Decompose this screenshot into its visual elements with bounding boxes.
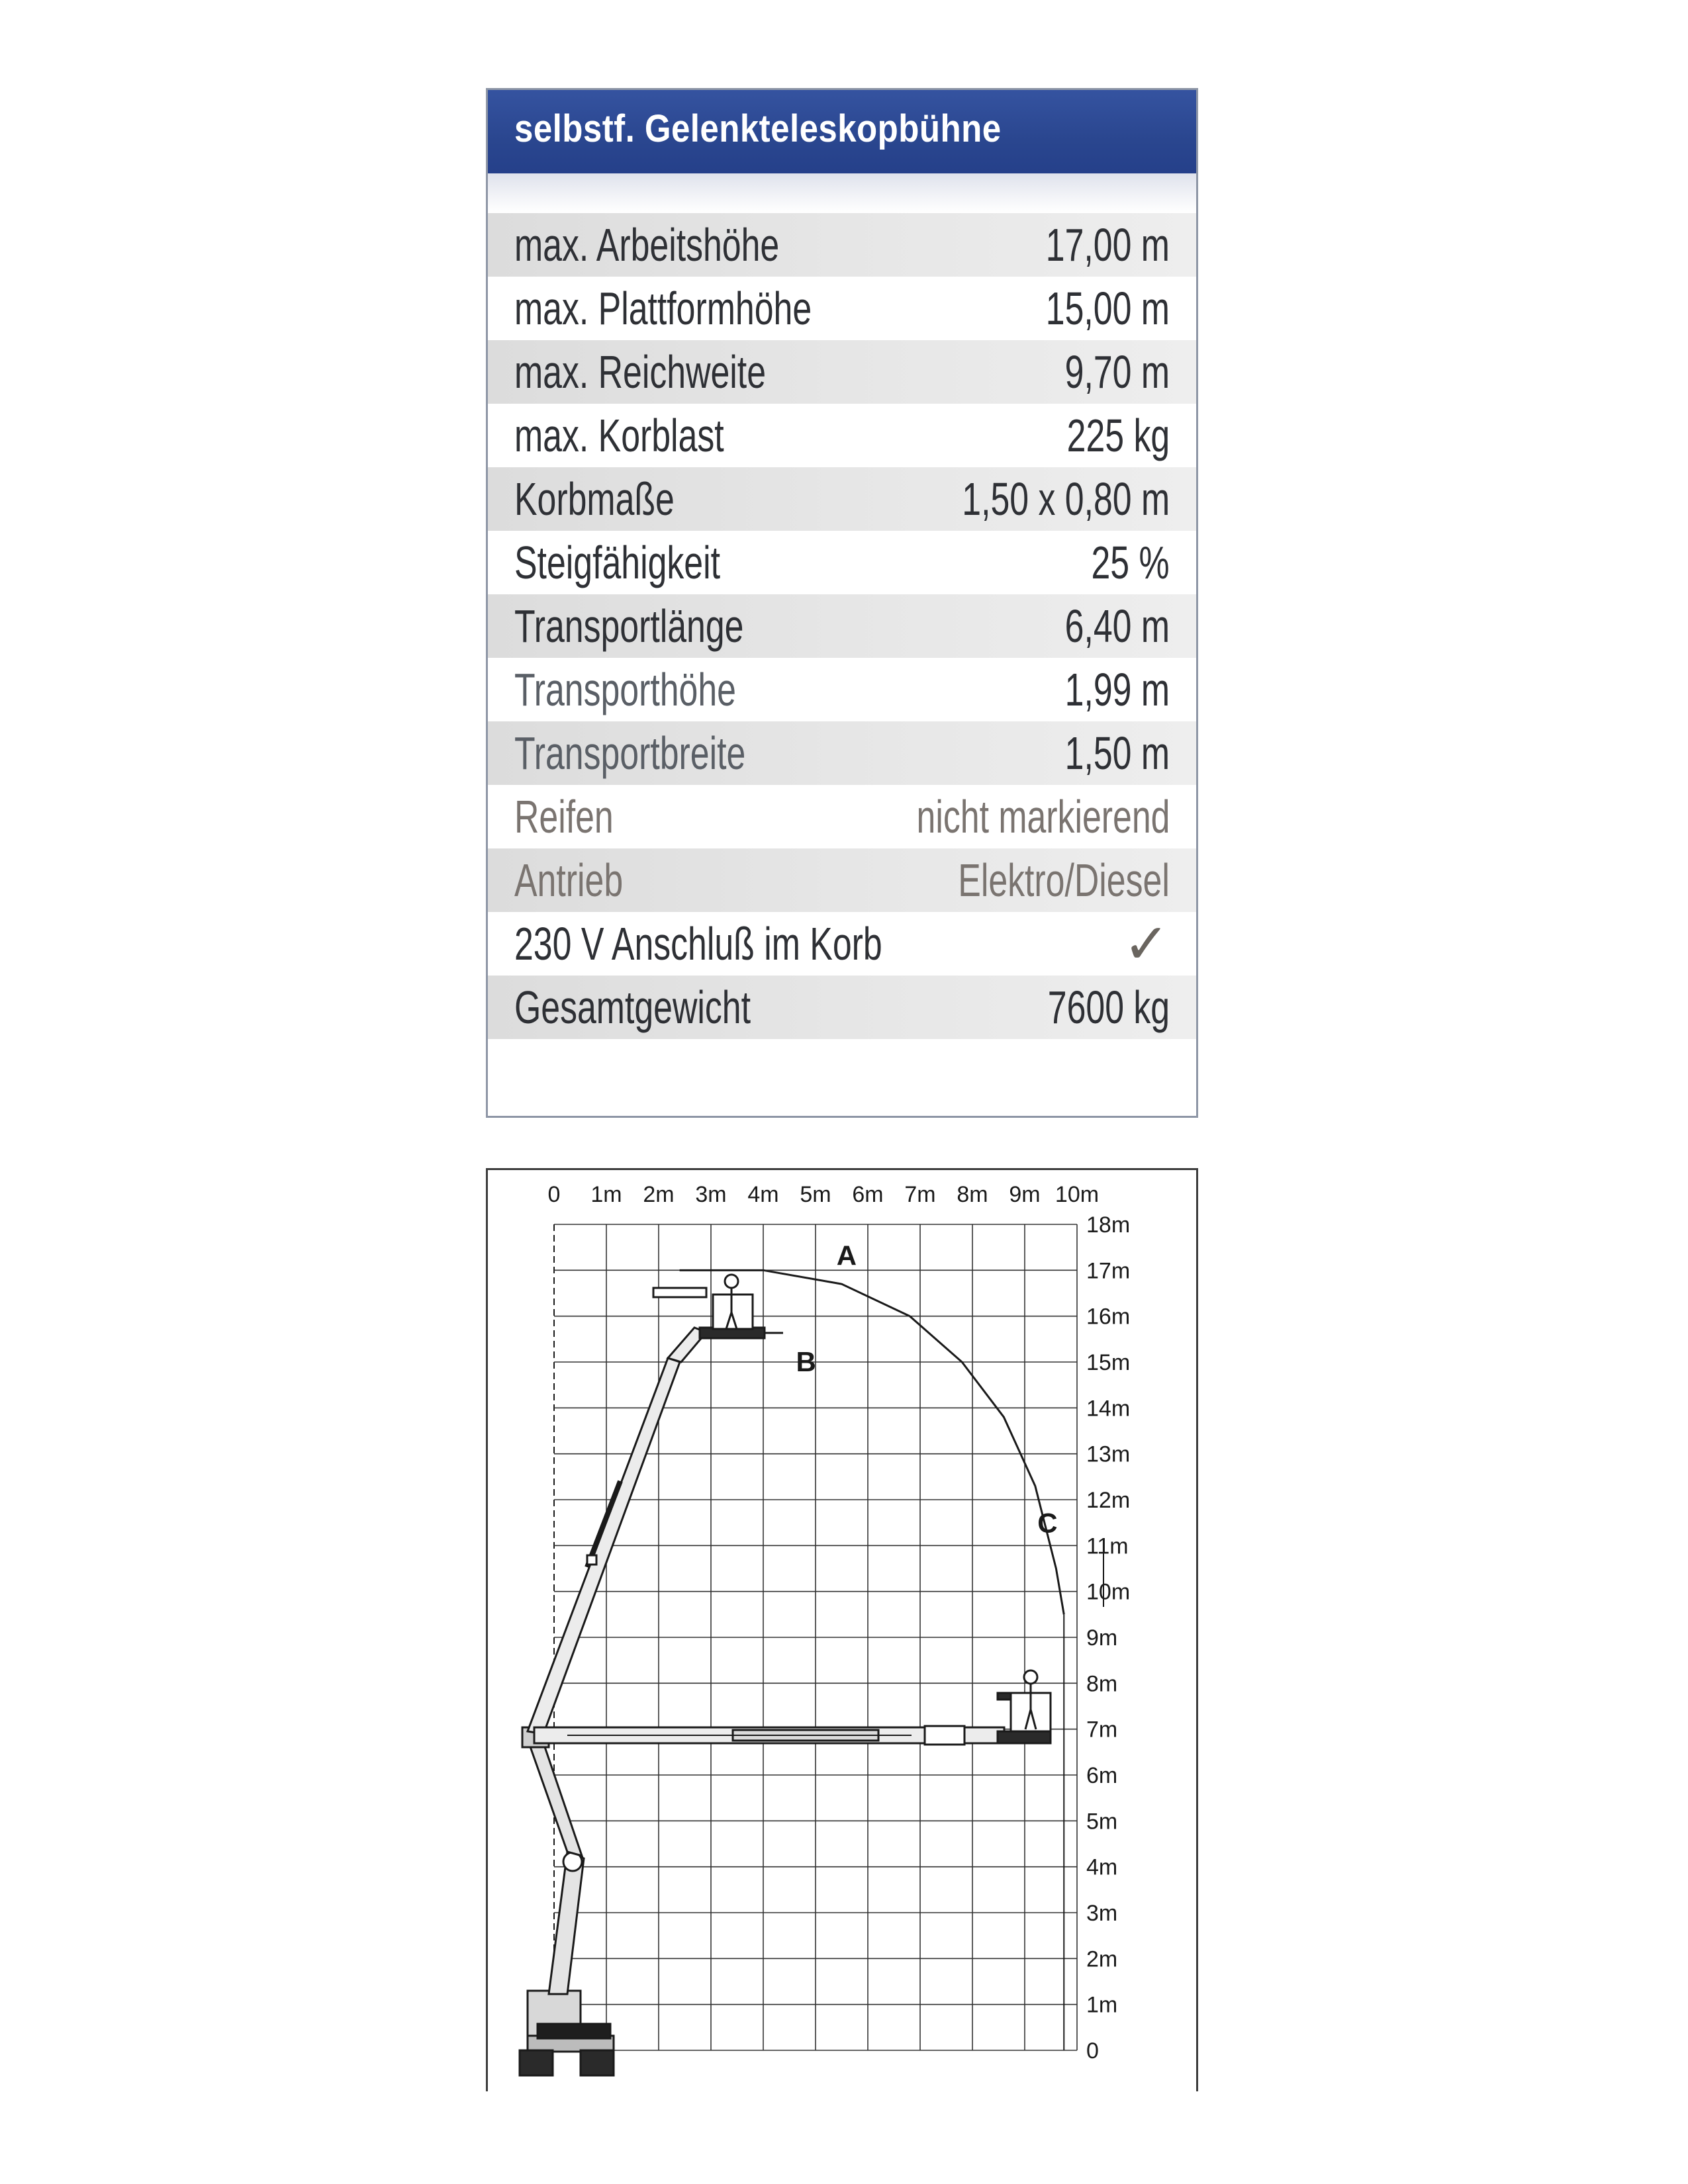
check-icon: ✓ — [1123, 913, 1170, 975]
spec-label: Steigfähigkeit — [514, 537, 721, 588]
y-tick-label: 9m — [1086, 1625, 1118, 1651]
spec-row-korbmasse — [488, 467, 1196, 531]
spec-row-plattformhoehe — [488, 277, 1196, 340]
spec-value: 7600 kg — [1047, 981, 1170, 1033]
reach-diagram-panel — [486, 1168, 1198, 2091]
operator-out-head — [1024, 1670, 1037, 1684]
y-tick-label: 18m — [1086, 1212, 1131, 1238]
y-tick-label: 6m — [1086, 1763, 1118, 1788]
y-tick-label: 4m — [1086, 1854, 1118, 1880]
spec-value: 1,50 m — [1064, 727, 1170, 779]
y-tick-label: 11m — [1086, 1533, 1129, 1559]
spec-label: Korbmaße — [514, 473, 675, 525]
spec-value: 225 kg — [1066, 410, 1170, 461]
spec-value: 15,00 m — [1045, 283, 1170, 334]
x-tick-label: 5m — [800, 1182, 831, 1207]
x-tick-label: 8m — [957, 1182, 988, 1207]
spec-label: Antrieb — [514, 854, 624, 906]
y-tick-label: 17m — [1086, 1258, 1131, 1284]
spec-label: max. Reichweite — [514, 346, 767, 398]
x-tick-label: 7m — [904, 1182, 936, 1207]
operator-high-head — [725, 1275, 738, 1288]
spec-title: selbstf. Gelenkteleskopbühne — [514, 107, 1002, 150]
spec-card — [486, 88, 1198, 1118]
spec-row-reichweite — [488, 340, 1196, 404]
spec-row-transportlaenge — [488, 594, 1196, 658]
spec-value: Elektro/Diesel — [958, 854, 1170, 906]
spec-value: 9,70 m — [1064, 346, 1170, 398]
marker-b: B — [796, 1346, 816, 1377]
spec-title-bar — [488, 90, 1196, 173]
spec-label: 230 V Anschluß im Korb — [514, 918, 882, 970]
upper-riser — [528, 1735, 582, 1856]
y-tick-label: 0 — [1086, 2038, 1099, 2064]
spec-label: Gesamtgewicht — [514, 981, 751, 1033]
y-tick-label: 1m — [1086, 1992, 1118, 2018]
marker-c: C — [1037, 1507, 1058, 1539]
spec-value: 17,00 m — [1045, 219, 1170, 271]
spec-row-antrieb — [488, 848, 1196, 912]
y-tick-label: 16m — [1086, 1304, 1131, 1330]
spec-label: max. Arbeitshöhe — [514, 219, 780, 271]
tick-labels — [548, 1182, 1131, 2064]
spec-row-steigfaehigkeit — [488, 531, 1196, 594]
spec-value: 25 % — [1091, 537, 1170, 588]
boom-joint — [587, 1555, 596, 1565]
machine-wheel-rear — [520, 2050, 553, 2075]
spec-value: 1,50 x 0,80 m — [962, 473, 1170, 525]
spec-value: 1,99 m — [1064, 664, 1170, 715]
y-tick-label: 2m — [1086, 1946, 1118, 1972]
x-tick-label: 0 — [547, 1182, 561, 1207]
spec-row-anschluss — [488, 912, 1196, 976]
y-tick-label: 15m — [1086, 1350, 1131, 1375]
spec-value: 6,40 m — [1064, 600, 1170, 652]
x-tick-label: 4m — [747, 1182, 779, 1207]
machine-wheel-front — [581, 2050, 614, 2075]
spec-label: max. Plattformhöhe — [514, 283, 812, 334]
spec-row-reifen — [488, 785, 1196, 848]
x-tick-label: 6m — [852, 1182, 884, 1207]
spec-value: nicht markierend — [916, 791, 1170, 842]
spec-row-transportbreite — [488, 721, 1196, 785]
machine-counterweight — [538, 2024, 610, 2038]
spec-label: Transportlänge — [514, 600, 744, 652]
y-tick-label: 5m — [1086, 1809, 1118, 1835]
x-tick-label: 10m — [1055, 1182, 1100, 1207]
x-tick-label: 9m — [1009, 1182, 1041, 1207]
title-shadow — [488, 173, 1196, 213]
curve-markers — [796, 1240, 1058, 1538]
x-tick-label: 1m — [590, 1182, 622, 1207]
spec-label: Reifen — [514, 791, 614, 842]
spec-row-transporthoehe — [488, 658, 1196, 721]
spec-label: Transporthöhe — [514, 664, 736, 715]
spec-row-gesamtgewicht — [488, 976, 1196, 1039]
y-tick-label: 14m — [1086, 1396, 1131, 1422]
y-tick-label: 12m — [1086, 1488, 1131, 1513]
platform-high-rail — [653, 1288, 706, 1297]
boom-tip — [925, 1726, 964, 1745]
y-tick-label: 7m — [1086, 1717, 1118, 1743]
lift-machine-drawing — [520, 1275, 1103, 2075]
y-tick-label: 13m — [1086, 1441, 1131, 1467]
platform-out-control — [998, 1693, 1011, 1700]
reach-envelope — [680, 1270, 1064, 2050]
marker-a: A — [836, 1240, 857, 1271]
spec-label: Transportbreite — [514, 727, 746, 779]
reach-diagram — [488, 1170, 1196, 2093]
x-tick-label: 3m — [695, 1182, 727, 1207]
platform-high-basket — [713, 1295, 753, 1329]
spec-label: max. Korblast — [514, 410, 724, 461]
y-tick-label: 8m — [1086, 1671, 1118, 1697]
y-tick-label: 3m — [1086, 1901, 1118, 1926]
platform-out-floor — [998, 1731, 1051, 1743]
y-tick-label: 10m — [1086, 1579, 1131, 1605]
x-tick-label: 2m — [643, 1182, 675, 1207]
spec-row-arbeitshoehe — [488, 213, 1196, 277]
spec-row-korblast — [488, 404, 1196, 467]
